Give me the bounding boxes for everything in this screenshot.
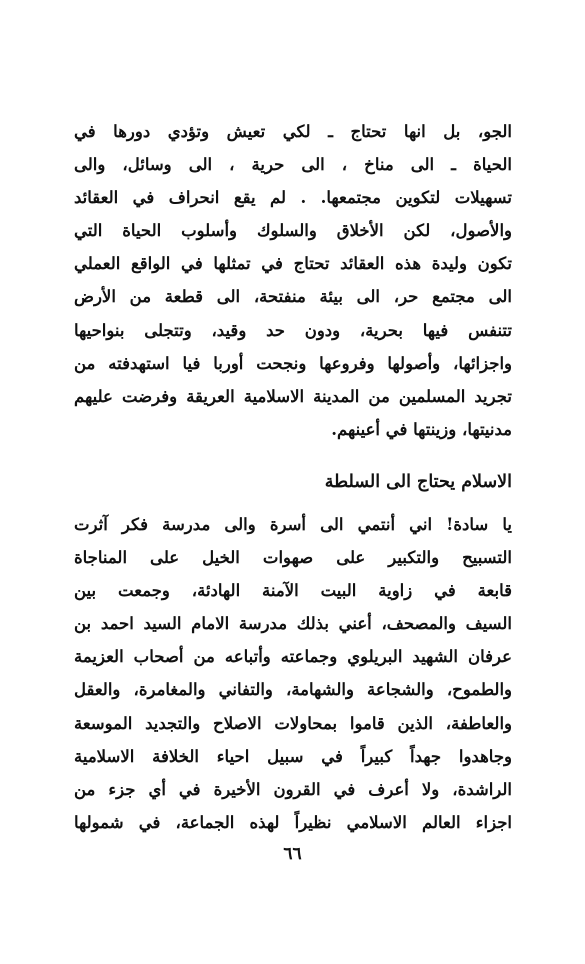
text-line: تجريد المسلمين من المدينة الاسلامية العريقة وفرضت عليهم (74, 386, 512, 406)
paragraph-continuation (74, 115, 512, 446)
text-line: الى مجتمع حر، الى بيئة منفتحة، الى قطعة من الأرض (74, 287, 512, 307)
text-line: تكون وليدة هذه العقائد تحتاج في تمثلها في الواقع العملي (74, 254, 512, 274)
text-line: واجزائها، وأصولها وفروعها ونجحت أوربا فيا استهدفته من (74, 353, 512, 373)
text-line: الحياة ـ الى مناخ ، الى حرية ، الى وسائل، والى (74, 155, 512, 175)
text-line: يا سادة! اني أنتمي الى أسرة والى مدرسة فكر آثرت (74, 515, 512, 534)
text-line: والعاطفة، الذين قاموا بمحاولات الاصلاح والتجديد الموسعة (74, 713, 512, 733)
text-line: تتنفس فيها بحرية، ودون حد وقيد، وتتجلى بنواحيها (74, 320, 512, 340)
paragraph-body (74, 508, 512, 839)
text-line: اجزاء العالم الاسلامي نظيراً لهذه الجماعة، في شمولها (74, 812, 512, 832)
page-number: ٦٦ (283, 844, 302, 864)
text-line: تسهيلات لتكوين مجتمعها. . لم يقع انحراف في العقائد (74, 188, 512, 208)
text-line: الراشدة، ولا أعرف في القرون الأخيرة في أي جزء من (74, 779, 512, 799)
text-line: والطموح، والشجاعة والشهامة، والتفاني والمغامرة، والعقل (74, 680, 512, 700)
text-line: السيف والمصحف، أعني بذلك مدرسة الامام السيد احمد بن (74, 614, 512, 634)
section-heading: الاسلام يحتاج الى السلطة (324, 472, 512, 492)
text-line: عرفان الشهيد البريلوي وجماعته وأتباعه من أصحاب العزيمة (74, 647, 512, 667)
text-line: والأصول، لكن الأخلاق والسلوك وأسلوب الحياة التي (74, 221, 512, 241)
text-line: وجاهدوا جهداً كبيراً في سبيل احياء الخلافة الاسلامية (74, 746, 512, 766)
text-line: قابعة في زاوية البيت الآمنة الهادئة، وجمعت بين (74, 581, 512, 601)
text-line: مدنيتها، وزينتها في أعينهم. (331, 419, 512, 439)
text-line: التسبيح والتكبير على صهوات الخيل على المناجاة (74, 548, 512, 568)
text-line: الجو، بل انها تحتاج ـ لكي تعيش وتؤدي دورها في (74, 122, 512, 141)
